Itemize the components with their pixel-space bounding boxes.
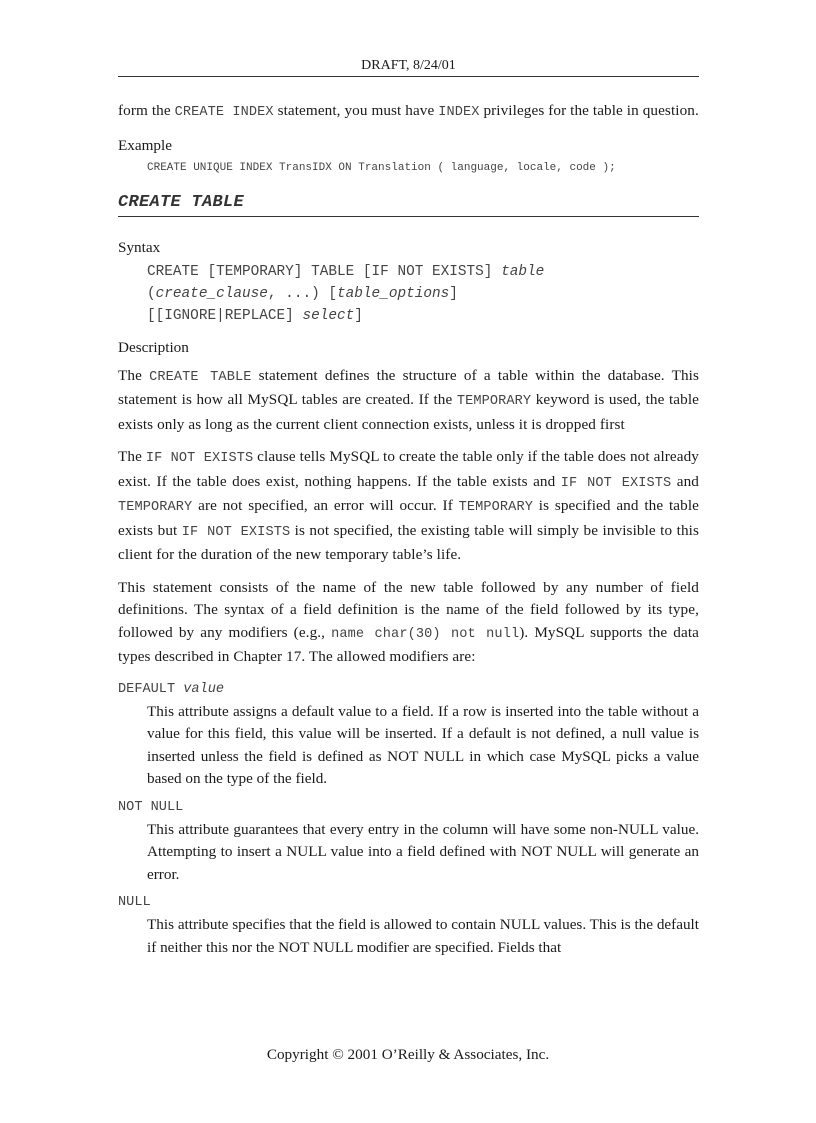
section-title: CREATE TABLE <box>118 193 699 217</box>
paragraph-text: keyword is used, the table exists only as long as the current client connection exists, unless it is dropped first <box>118 391 699 433</box>
inline-code: TEMPORARY <box>456 394 532 409</box>
intro-text: statement, you must have <box>273 102 439 119</box>
intro-paragraph <box>118 100 699 125</box>
inline-code: IF NOT EXISTS <box>181 524 291 540</box>
description-label: Description <box>118 338 189 356</box>
inline-code: TEMPORARY <box>118 500 193 515</box>
syntax-text: ] <box>354 307 363 324</box>
syntax-text: CREATE [TEMPORARY] TABLE [IF NOT EXISTS] <box>147 263 502 280</box>
example-code: CREATE UNIQUE INDEX TransIDX ON Translation ( language, locale, code ); <box>147 161 616 174</box>
intro-text: form the <box>118 102 175 119</box>
paragraph-text: are not specified, an error will occur. If <box>192 497 459 514</box>
description-paragraph <box>118 446 699 567</box>
syntax-line <box>147 283 699 305</box>
paragraph-text: This statement consists of the name of the new table followed by any number of field definitions. The syntax of a field definition is the name of the field followed by its type, followed by any modifiers (e.g., <box>118 578 699 641</box>
intro-code: CREATE INDEX <box>174 105 274 120</box>
description-paragraph <box>118 365 699 437</box>
paragraph-text: statement defines the structure of a table within the database. This statement is how all MySQL tables are created. If the <box>118 366 699 408</box>
paragraph-text: is specified and the table exists but <box>118 497 699 539</box>
intro-text: privileges for the table in question. <box>479 102 699 119</box>
modifier-term-text: DEFAULT <box>118 681 184 697</box>
example-label: Example <box>118 136 172 154</box>
syntax-text: [[IGNORE|REPLACE] <box>147 307 303 324</box>
syntax-text: ( <box>147 285 156 302</box>
syntax-line <box>147 261 699 283</box>
syntax-placeholder: create_clause <box>155 285 268 302</box>
running-header: DRAFT, 8/24/01 <box>361 58 456 73</box>
syntax-label: Syntax <box>118 238 161 256</box>
modifier-term: NULL <box>118 895 151 910</box>
syntax-placeholder: select <box>302 307 355 324</box>
inline-code: IF NOT EXISTS <box>145 451 254 466</box>
paragraph-text: is not specified, the existing table will simply be invisible to this client for the duration of the new temporary table’s life. <box>118 521 699 563</box>
modifier-term: NOT NULL <box>118 799 184 815</box>
description-paragraph <box>118 577 699 669</box>
syntax-placeholder: table <box>501 263 545 280</box>
syntax-text: ] <box>449 285 458 302</box>
paragraph-text: The <box>118 448 146 465</box>
modifier-definition: This attribute specifies that the field is allowed to contain NULL values. This is the default if neither this nor the NOT NULL modifier are specified. Fields that <box>147 916 699 956</box>
inline-code: TEMPORARY <box>458 500 533 515</box>
modifier-term-placeholder: value <box>183 681 225 697</box>
syntax-line <box>147 305 699 327</box>
syntax-block <box>147 261 699 327</box>
paragraph-text: The <box>118 366 150 384</box>
modifier-term <box>118 679 699 701</box>
paragraph-text: and <box>671 472 699 490</box>
header-rule <box>118 76 699 77</box>
paragraph-text: ). MySQL supports the data types described in Chapter 17. The allowed modifiers are: <box>118 623 699 665</box>
modifier-definition: This attribute guarantees that every entry in the column will have some non-NULL value. Attempting to insert a NULL value into a field defined with NOT NULL will generate an error. <box>147 820 699 883</box>
syntax-text: , ...) [ <box>267 285 337 302</box>
syntax-placeholder: table_options <box>337 285 450 302</box>
paragraph-text: clause tells MySQL to create the table only if the table does not already exist. If the table does exist, nothing happens. If the table exists and <box>118 448 699 490</box>
copyright-footer: Copyright © 2001 O’Reilly & Associates, Inc. <box>266 1046 550 1063</box>
inline-code: CREATE TABLE <box>149 369 252 385</box>
intro-code: INDEX <box>438 105 480 120</box>
inline-code: name char(30) not null <box>331 626 520 642</box>
page-content <box>118 100 699 965</box>
modifier-definition: This attribute assigns a default value to a field. If a row is inserted into the table without a value for this field, this value will be inserted. If a default is not defined, a null value is inserted unless the field is defined as NOT NULL in which case MySQL picks a value based on the type of the field. <box>147 702 699 787</box>
inline-code: IF NOT EXISTS <box>560 475 672 491</box>
